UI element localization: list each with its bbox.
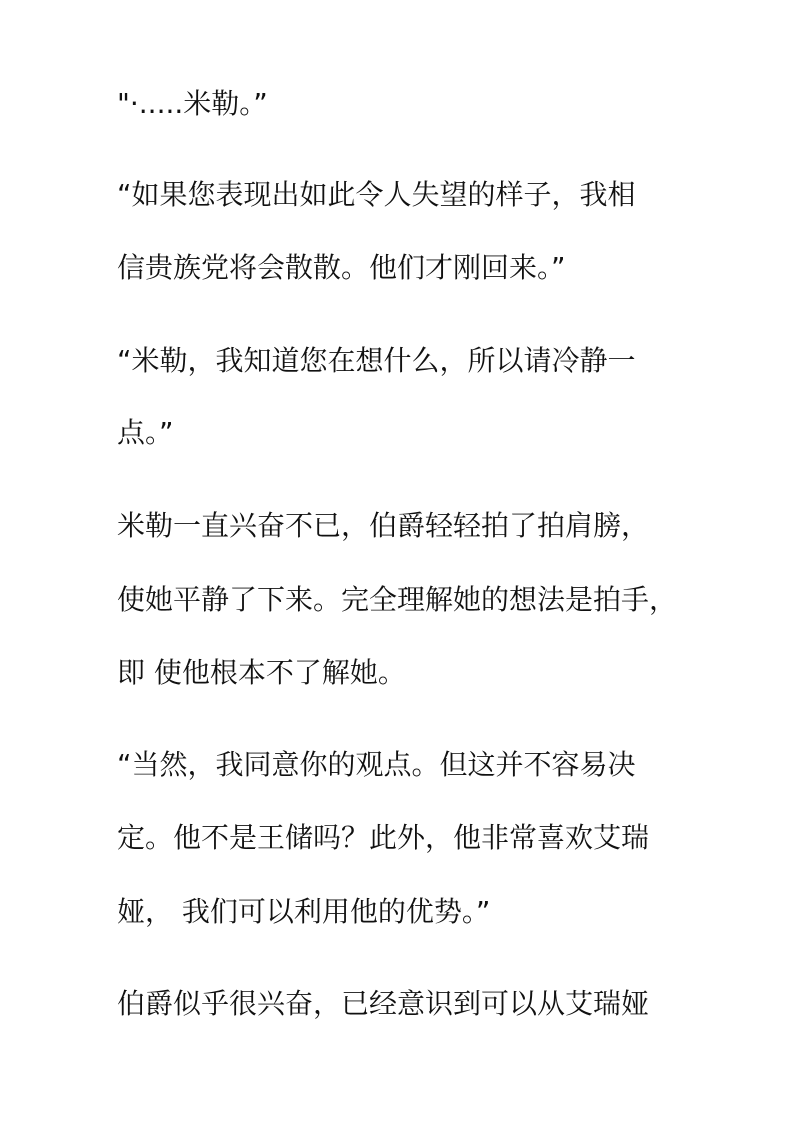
text-line-4: “米勒，我知道您在想什么，所以请冷静一 xyxy=(117,344,636,377)
text-line-2: “如果您表现出如此令人失望的样子，我相 xyxy=(117,178,636,211)
text-line-3: 信贵族党将会散散。他们才刚回来。” xyxy=(117,251,566,284)
text-line-5: 点。” xyxy=(117,416,174,449)
text-line-6: 米勒一直兴奋不已，伯爵轻轻拍了拍肩膀， xyxy=(117,509,650,542)
text-line-7: 使她平静了下来。完全理解她的想法是拍手， xyxy=(117,583,678,616)
text-line-12: 伯爵似乎很兴奋，已经意识到可以从艾瑞娅 xyxy=(117,987,650,1020)
text-line-9: “当然，我同意你的观点。但这并不容易决 xyxy=(117,748,636,781)
text-line-10: 定。他不是王储吗？此外，他非常喜欢艾瑞 xyxy=(117,821,650,854)
text-line-8: 即 使他根本不了解她。 xyxy=(117,656,406,689)
text-line-11: 娅， 我们可以利用他的优势。” xyxy=(117,895,491,928)
text-line-1: "·.....米勒。” xyxy=(117,87,268,120)
